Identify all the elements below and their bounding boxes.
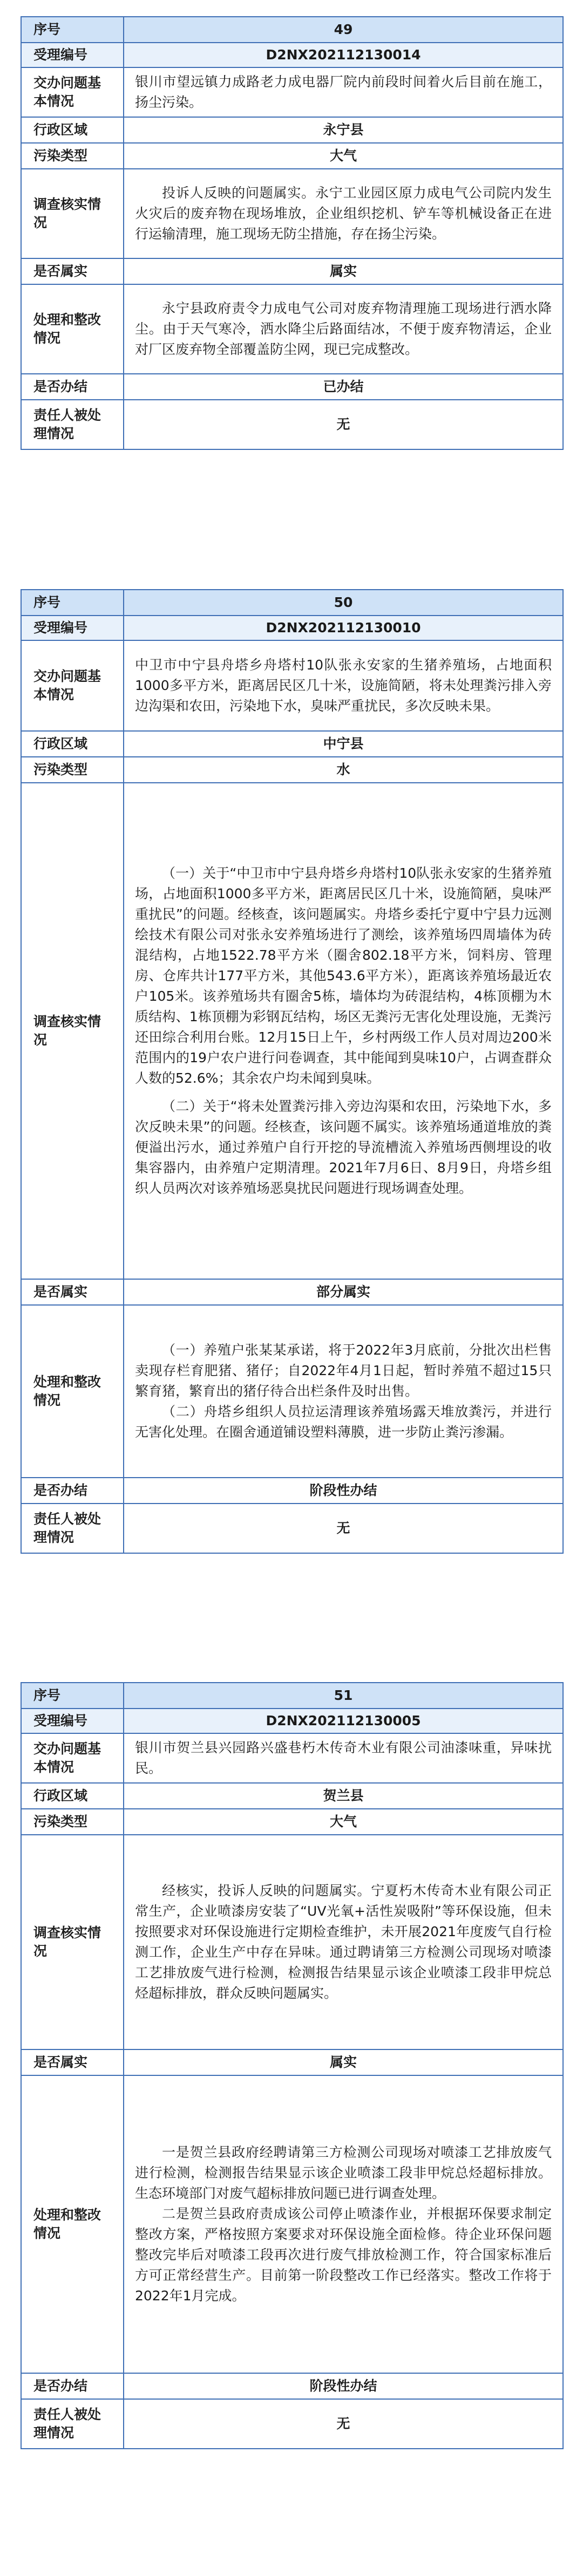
row-investigation (21, 783, 563, 1279)
type-value: 水 (124, 757, 563, 783)
closed-value: 已办结 (124, 374, 563, 400)
investigation-value (124, 169, 563, 258)
record-table (21, 1682, 564, 2449)
issue-value: 中卫市中宁县舟塔乡舟塔村10队张永安家的生猪养殖场，占地面积1000多平方米，距离居民区几十米，设施简陋，将未处理粪污排入旁边沟渠和农田，污染地下水，臭味严重扰民，多次反映未果。 (124, 640, 563, 731)
row-investigation (21, 169, 563, 258)
row-handling (21, 284, 563, 374)
row-id (21, 1709, 563, 1733)
handling-paragraph-2: 二是贺兰县政府责成该公司停止喷漆作业，并根据环保要求制定整改方案，严格按照方案要求对环保设施全面检修。待企业环保问题整改完毕后对喷漆工段再次进行废气排放检测工作，符合国家标准后方可正常经营生产。目前第一阶段整改工作已经落实。整改工作将于2022年1月完成。 (135, 2206, 552, 2304)
row-issue (21, 67, 563, 117)
type-value: 大气 (124, 1809, 563, 1835)
label-id: 受理编号 (21, 616, 124, 640)
investigation-paragraph-2: （二）关于“将未处置粪污排入旁边沟渠和农田，污染地下水，多次反映未果”的问题。经核查，该问题不属实。该养殖场通道堆放的粪便溢出污水，通过养殖户自行开挖的导流槽流入养殖场西侧埋设的收集容器内，由养殖户定期清理。2021年7月6日、8月9日，舟塔乡组织人员两次对该养殖场恶臭扰民问题进行现场调查处理。 (135, 1098, 552, 1196)
label-closed: 是否办结 (21, 374, 124, 400)
label-region: 行政区域 (21, 117, 124, 143)
record-card-49 (21, 16, 562, 450)
label-id: 受理编号 (21, 43, 124, 67)
row-closed (21, 374, 563, 400)
label-seq: 序号 (21, 590, 124, 616)
row-accountability (21, 400, 563, 449)
row-verified (21, 258, 563, 284)
investigation-value (124, 1835, 563, 2049)
handling-value (124, 1305, 563, 1478)
row-region (21, 731, 563, 757)
region-value: 永宁县 (124, 117, 563, 143)
label-type: 污染类型 (21, 757, 124, 783)
label-region: 行政区域 (21, 1783, 124, 1809)
seq-value: 50 (124, 590, 563, 616)
record-card-50 (21, 589, 562, 1554)
label-seq: 序号 (21, 17, 124, 43)
id-value: D2NX202112130005 (124, 1709, 563, 1733)
row-type (21, 143, 563, 169)
seq-value: 49 (124, 17, 563, 43)
closed-value: 阶段性办结 (124, 2373, 563, 2399)
row-issue (21, 1733, 563, 1783)
label-issue: 交办问题基本情况 (21, 640, 124, 731)
investigation-paragraph: 经核实，投诉人反映的问题属实。宁夏朽木传奇木业有限公司正常生产，企业喷漆房安装了“UV光氧+活性炭吸附”等环保设施，但未按照要求对环保设施进行定期检查维护，未开展2021年度废气自行检测工作，企业生产中存在异味。通过聘请第三方检测公司现场对喷漆工艺排放废气进行检测，检测报告结果显示该企业喷漆工段非甲烷总烃超标排放，群众反映问题属实。 (135, 1883, 552, 2001)
investigation-paragraph: 投诉人反映的问题属实。永宁工业园区原力成电气公司院内发生火灾后的废弃物在现场堆放，企业组织挖机、铲车等机械设备正在进行运输清理，施工现场无防尘措施，存在扬尘污染。 (135, 185, 552, 242)
row-id (21, 43, 563, 67)
row-region (21, 117, 563, 143)
label-issue: 交办问题基本情况 (21, 1733, 124, 1783)
handling-value (124, 2075, 563, 2373)
row-investigation (21, 1835, 563, 2049)
handling-paragraph-1: （一）养殖户张某某承诺，将于2022年3月底前，分批次出栏售卖现存栏育肥猪、猪仔；自2022年4月1日起，暂时养殖不超过15只繁育猪，繁育出的猪仔待合出栏条件及时出售。 (135, 1342, 552, 1399)
label-region: 行政区域 (21, 731, 124, 757)
region-value: 贺兰县 (124, 1783, 563, 1809)
investigation-value (124, 783, 563, 1279)
handling-paragraph-1: 一是贺兰县政府经聘请第三方检测公司现场对喷漆工艺排放废气进行检测，检测报告结果显示该企业喷漆工段非甲烷总烃超标排放。生态环境部门对废气超标排放问题已进行调查处理。 (135, 2144, 552, 2201)
row-closed (21, 1478, 563, 1504)
row-issue (21, 640, 563, 731)
label-accountability: 责任人被处理情况 (21, 400, 124, 449)
row-handling (21, 1305, 563, 1478)
label-investigation: 调查核实情况 (21, 1835, 124, 2049)
region-value: 中宁县 (124, 731, 563, 757)
record-table (21, 589, 564, 1554)
row-region (21, 1783, 563, 1809)
label-issue: 交办问题基本情况 (21, 67, 124, 117)
label-verified: 是否属实 (21, 258, 124, 284)
seq-value: 51 (124, 1683, 563, 1709)
closed-value: 阶段性办结 (124, 1478, 563, 1504)
verified-value: 属实 (124, 2049, 563, 2075)
accountability-value: 无 (124, 400, 563, 449)
label-handling: 处理和整改情况 (21, 284, 124, 374)
investigation-paragraph-1: （一）关于“中卫市中宁县舟塔乡舟塔村10队张永安家的生猪养殖场，占地面积1000多平方米，距离居民区几十米，设施简陋，臭味严重扰民”的问题。经核查，该问题属实。舟塔乡委托宁夏中宁县力远测绘技术有限公司对张永安养殖场进行了测绘，该养殖场四周墙体为砖混结构，占地1522.78平方米（圈舍802.18平方米，饲料房、管理房、仓库共计177平方米，其他543.6平方米），距离该养殖场最近农户105米。该养殖场共有圈舍5栋，墙体均为砖混结构，4栋顶棚为木质结构、1栋顶棚为彩钢瓦结构，场区无粪污无害化处理设施，无粪污还田综合利用台账。12月15日上午，乡村两级工作人员对周边200米范围内的19户农户进行问卷调查，其中能闻到臭味10户，占调查群众人数的52.6%；其余农户均未闻到臭味。 (135, 865, 552, 1086)
label-accountability: 责任人被处理情况 (21, 1504, 124, 1553)
row-id (21, 616, 563, 640)
issue-value: 银川市望远镇力成路老力成电器厂院内前段时间着火后目前在施工，扬尘污染。 (124, 67, 563, 117)
label-closed: 是否办结 (21, 1478, 124, 1504)
verified-value: 属实 (124, 258, 563, 284)
label-type: 污染类型 (21, 1809, 124, 1835)
label-handling: 处理和整改情况 (21, 2075, 124, 2373)
row-seq (21, 590, 563, 616)
row-type (21, 1809, 563, 1835)
id-value: D2NX202112130014 (124, 43, 563, 67)
handling-paragraph-2: （二）舟塔乡组织人员拉运清理该养殖场露天堆放粪污，并进行无害化处理。在圈舍通道铺设塑料薄膜，进一步防止粪污渗漏。 (135, 1404, 552, 1440)
row-accountability (21, 2399, 563, 2449)
label-closed: 是否办结 (21, 2373, 124, 2399)
handling-value (124, 284, 563, 374)
verified-value: 部分属实 (124, 1279, 563, 1305)
label-investigation: 调查核实情况 (21, 169, 124, 258)
accountability-value: 无 (124, 2399, 563, 2449)
row-type (21, 757, 563, 783)
row-verified (21, 1279, 563, 1305)
row-accountability (21, 1504, 563, 1553)
type-value: 大气 (124, 143, 563, 169)
label-id: 受理编号 (21, 1709, 124, 1733)
row-handling (21, 2075, 563, 2373)
label-seq: 序号 (21, 1683, 124, 1709)
accountability-value: 无 (124, 1504, 563, 1553)
handling-paragraph: 永宁县政府责令力成电气公司对废弃物清理施工现场进行洒水降尘。由于天气寒冷，洒水降尘后路面结冰，不便于废弃物清运，企业对厂区废弃物全部覆盖防尘网，现已完成整改。 (135, 300, 552, 357)
label-verified: 是否属实 (21, 2049, 124, 2075)
id-value: D2NX202112130010 (124, 616, 563, 640)
label-investigation: 调查核实情况 (21, 783, 124, 1279)
record-table (21, 16, 564, 450)
row-closed (21, 2373, 563, 2399)
label-handling: 处理和整改情况 (21, 1305, 124, 1478)
row-seq (21, 1683, 563, 1709)
row-verified (21, 2049, 563, 2075)
record-card-51 (21, 1682, 562, 2449)
label-type: 污染类型 (21, 143, 124, 169)
label-accountability: 责任人被处理情况 (21, 2399, 124, 2449)
issue-value: 银川市贺兰县兴园路兴盛巷朽木传奇木业有限公司油漆味重，异味扰民。 (124, 1733, 563, 1783)
label-verified: 是否属实 (21, 1279, 124, 1305)
row-seq (21, 17, 563, 43)
